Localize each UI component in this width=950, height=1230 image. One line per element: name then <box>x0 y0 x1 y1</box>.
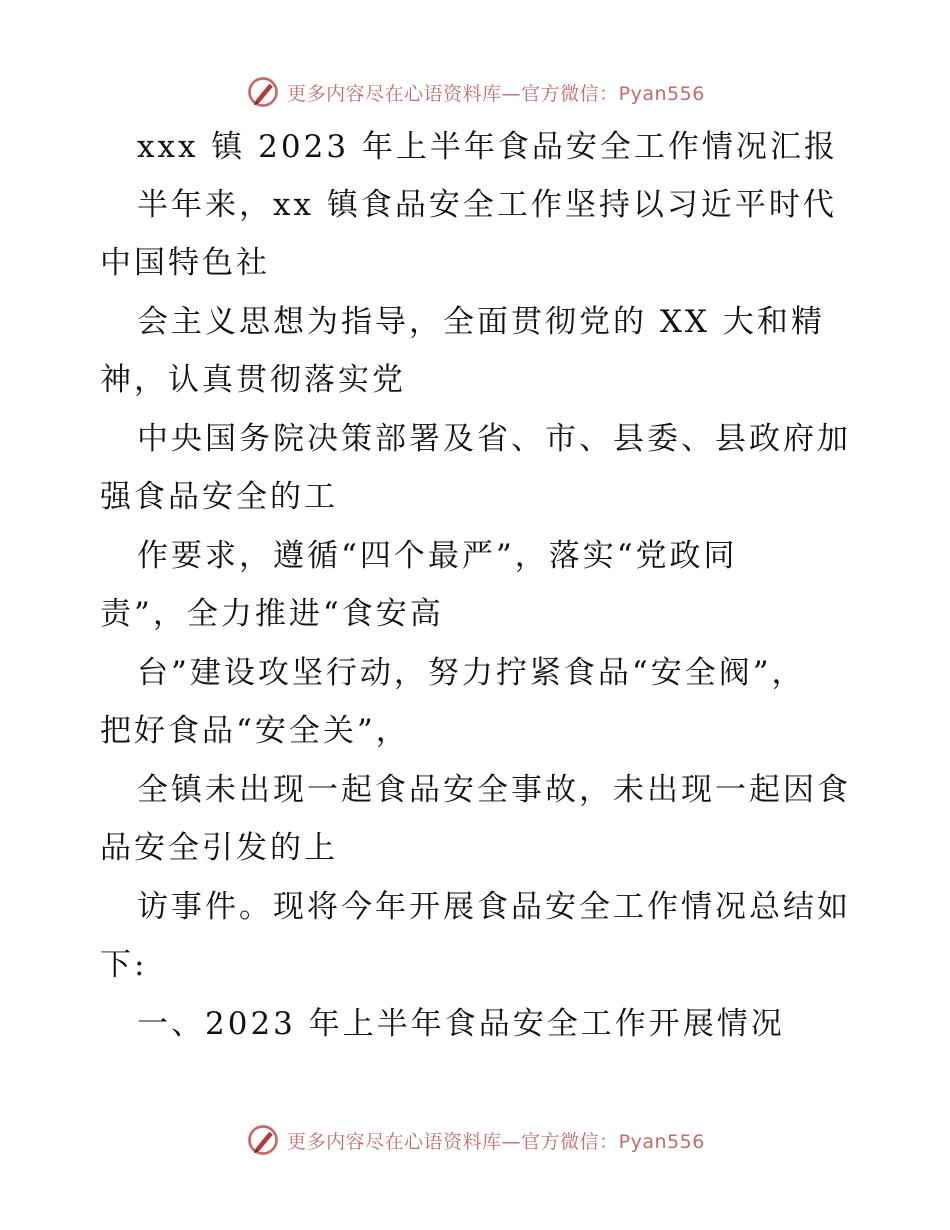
paragraph-line: 把好食品“安全关”， <box>100 713 410 749</box>
paragraph-line: 中央国务院决策部署及省、市、县委、县政府加 <box>137 421 851 457</box>
paragraph-line: 访事件。现将今年开展食品安全工作情况总结如 <box>137 889 851 925</box>
paragraph-line: 强食品安全的工 <box>100 479 338 515</box>
watermark-footer <box>0 1118 950 1162</box>
paragraph-line: 全镇未出现一起食品安全事故，未出现一起因食 <box>137 772 851 808</box>
paragraph-line: 品安全引发的上 <box>100 830 338 866</box>
paragraph-line: 中国特色社 <box>100 245 270 281</box>
paragraph-line: 台”建设攻坚行动，努力拧紧食品“安全阀”， <box>137 655 806 691</box>
document-title: xxx 镇 2023 年上半年食品安全工作情况汇报 <box>137 129 838 165</box>
paragraph-line: 神，认真贯彻落实党 <box>100 362 406 398</box>
paragraph-line: 责”，全力推进“食安高 <box>100 596 444 632</box>
paragraph-line: 下: <box>100 947 148 983</box>
watermark-text: 更多内容尽在心语资料库—官方微信：Pyan556 <box>287 1130 705 1153</box>
paragraph-line: 半年来，xx 镇食品安全工作坚持以习近平时代 <box>137 187 837 223</box>
watermark-text: 更多内容尽在心语资料库—官方微信：Pyan556 <box>287 82 705 105</box>
paragraph-line: 作要求，遵循“四个最严”，落实“党政同 <box>137 538 738 574</box>
paragraph-line: 会主义思想为指导，全面贯彻党的 XX 大和精 <box>137 304 825 340</box>
section-heading: 一、2023 年上半年食品安全工作开展情况 <box>137 1006 785 1042</box>
pen-logo-icon <box>245 1122 281 1158</box>
